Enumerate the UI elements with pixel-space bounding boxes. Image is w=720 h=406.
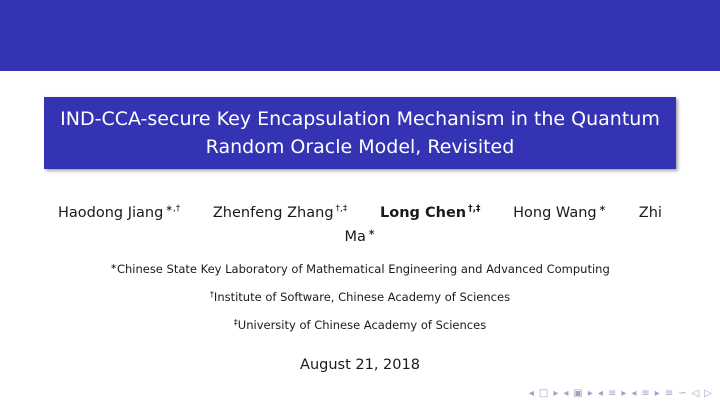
beamer-navigation-bar (529, 388, 712, 400)
presentation-date: August 21, 2018 (300, 357, 420, 373)
author-zhang: Zhenfeng Zhang †,‡ (212, 204, 348, 221)
author-ma-rest: Ma ∗ (344, 228, 376, 245)
nav-subsection-icon[interactable]: ▣ (573, 388, 583, 399)
nav-next-subsection-icon[interactable]: ▸ (587, 388, 593, 399)
nav-frame-icon[interactable]: □ (538, 388, 549, 399)
nav-forward-icon[interactable]: ▷ (704, 388, 712, 399)
nav-next-section-icon[interactable]: ▸ (621, 388, 627, 399)
nav-search-icon[interactable]: ∽ (678, 388, 687, 399)
affiliation-3: ‡University of Chinese Academy of Sciences (233, 318, 487, 332)
author-ma-first: Zhi (638, 205, 662, 221)
nav-toc-icon[interactable]: ≡ (664, 388, 674, 399)
nav-next-doc-icon[interactable]: ▸ (654, 388, 660, 399)
nav-doc-icon[interactable]: ≡ (641, 388, 650, 399)
author-list (58, 199, 662, 247)
nav-prev-doc-icon[interactable]: ◂ (631, 388, 637, 399)
slide-title-box (44, 97, 676, 169)
title-line-1: IND-CCA-secure Key Encapsulation Mechanism in the Quantum (60, 108, 660, 130)
affiliation-2: †Institute of Software, Chinese Academy of Sciences (209, 290, 511, 304)
nav-back-icon[interactable]: ◁ (691, 388, 700, 399)
affiliation-1: ∗Chinese State Key Laboratory of Mathematical Engineering and Advanced Computing (110, 262, 610, 276)
nav-prev-section-icon[interactable]: ◂ (597, 388, 603, 399)
nav-prev-subsection-icon[interactable]: ◂ (563, 388, 569, 399)
nav-next-frame-icon[interactable]: ▸ (553, 388, 559, 399)
author-chen: Long Chen †,‡ (380, 204, 481, 221)
nav-section-icon[interactable]: ≡ (607, 388, 617, 399)
author-wang: Hong Wang ∗ (513, 204, 607, 221)
header-band (0, 0, 720, 71)
author-jiang: Haodong Jiang ∗,† (58, 204, 181, 221)
title-line-2: Random Oracle Model, Revisited (205, 136, 515, 158)
nav-prev-frame-icon[interactable]: ◂ (528, 388, 534, 399)
